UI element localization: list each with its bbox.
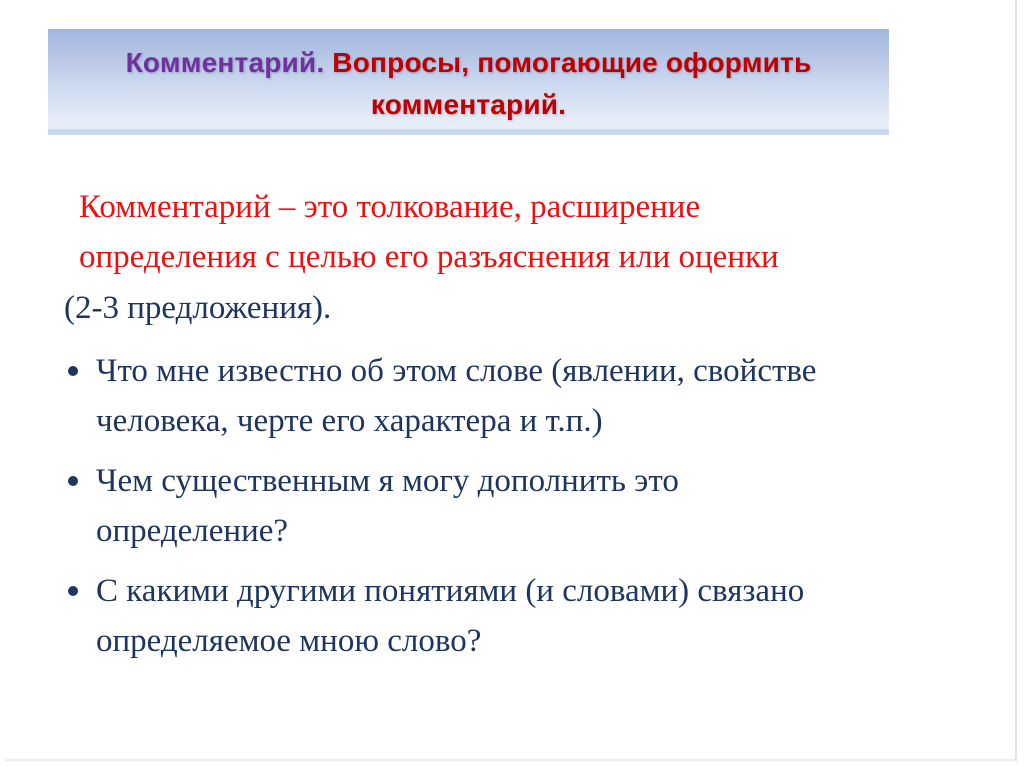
question-1-line-2: человека, черте его характера и т.п.)	[96, 403, 603, 439]
question-3-line-1: С какими другими понятиями (и словами) связано	[96, 573, 805, 609]
question-1-line-1: Что мне известно об этом слове (явлении, свойстве	[96, 353, 817, 389]
bullet-icon	[68, 476, 78, 486]
slide-title-banner	[48, 29, 889, 135]
question-2-line-1: Чем существенным я могу дополнить это	[96, 463, 679, 499]
question-2-text	[96, 456, 679, 556]
list-item	[62, 566, 992, 666]
sentence-count-note	[62, 283, 992, 333]
question-3-line-2: определяемое мною слово?	[96, 623, 482, 659]
slide-title-subtitle: Вопросы, помогающие оформить комментарий.	[324, 47, 812, 120]
list-item	[62, 456, 992, 556]
sentence-count-note-line: (2-3 предложения).	[64, 290, 332, 326]
slide-right-border	[1015, 0, 1017, 762]
question-3-text	[96, 566, 804, 666]
slide-body	[62, 182, 992, 676]
definition-line-1: Комментарий – это толкование, расширение	[79, 189, 701, 225]
bullet-icon	[68, 586, 78, 596]
slide-title-word-kommentariy: Комментарий.	[125, 47, 325, 78]
question-2-line-2: определение?	[96, 513, 289, 549]
question-list	[62, 346, 992, 666]
question-1-text	[96, 346, 816, 446]
definition-line-2: определения с целью его разъяснения или оценки	[79, 239, 779, 275]
definition-paragraph	[62, 182, 992, 282]
slide-bottom-border	[5, 759, 1017, 761]
list-item	[62, 346, 992, 446]
slide-title	[79, 29, 859, 126]
bullet-icon	[68, 366, 78, 376]
